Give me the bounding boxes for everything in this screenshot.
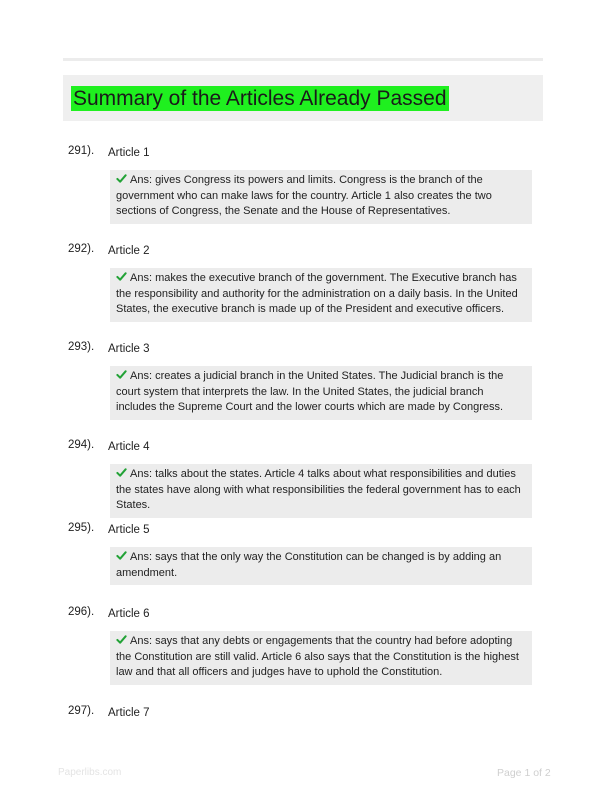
answer-box (110, 464, 532, 518)
question-text: Article 5 (108, 524, 150, 536)
question-number: 292). (68, 243, 95, 255)
check-icon (116, 369, 127, 380)
check-icon (116, 271, 127, 282)
page-indicator: Page 1 of 2 (497, 767, 551, 779)
question-text: Article 3 (108, 343, 150, 355)
question-number: 297). (68, 705, 95, 717)
section-banner (63, 75, 543, 121)
question-number: 293). (68, 341, 95, 353)
top-rule (63, 58, 543, 61)
question-text: Article 2 (108, 245, 150, 257)
question-text: Article 1 (108, 147, 150, 159)
section-title: Summary of the Articles Already Passed (73, 87, 447, 110)
question-text: Article 4 (108, 441, 150, 453)
answer-text: Ans: says that the only way the Constitution can be changed is by adding an amendment. (116, 551, 502, 579)
question-text: Article 6 (108, 608, 150, 620)
question-number: 295). (68, 522, 95, 534)
question-number: 296). (68, 606, 95, 618)
question-text: Article 7 (108, 707, 150, 719)
answer-box (110, 547, 532, 585)
answer-text: Ans: says that any debts or engagements that the country had before adopting the Constitution are still valid. Article 6 also says that the Constitution is the highest law and that all officers and judges have to uphold the Constitution. (116, 635, 519, 678)
answer-text: Ans: talks about the states. Article 4 talks about what responsibilities and duties the states have along with what responsibilities the federal government has to each States. (116, 468, 521, 511)
question-number: 291). (68, 145, 95, 157)
question-number: 294). (68, 439, 95, 451)
answer-box (110, 631, 532, 685)
answer-text: Ans: creates a judicial branch in the United States. The Judicial branch is the court system that interprets the law. In the United States, the judicial branch includes the Supreme Court and the lower courts which are made by Congress. (116, 370, 504, 413)
check-icon (116, 467, 127, 478)
check-icon (116, 173, 127, 184)
answer-box (110, 366, 532, 420)
answer-text: Ans: gives Congress its powers and limits. Congress is the branch of the government who can make laws for the country. Article 1 also creates the two sections of Congress, the Senate and the House of Representatives. (116, 174, 492, 217)
answer-text: Ans: makes the executive branch of the government. The Executive branch has the responsibility and authority for the administration on a daily basis. In the United States, the executive branch is made up of the President and executive officers. (116, 272, 518, 315)
answer-box (110, 170, 532, 224)
answer-box (110, 268, 532, 322)
check-icon (116, 634, 127, 645)
check-icon (116, 550, 127, 561)
footer-site: Paperlibs.com (58, 767, 122, 778)
